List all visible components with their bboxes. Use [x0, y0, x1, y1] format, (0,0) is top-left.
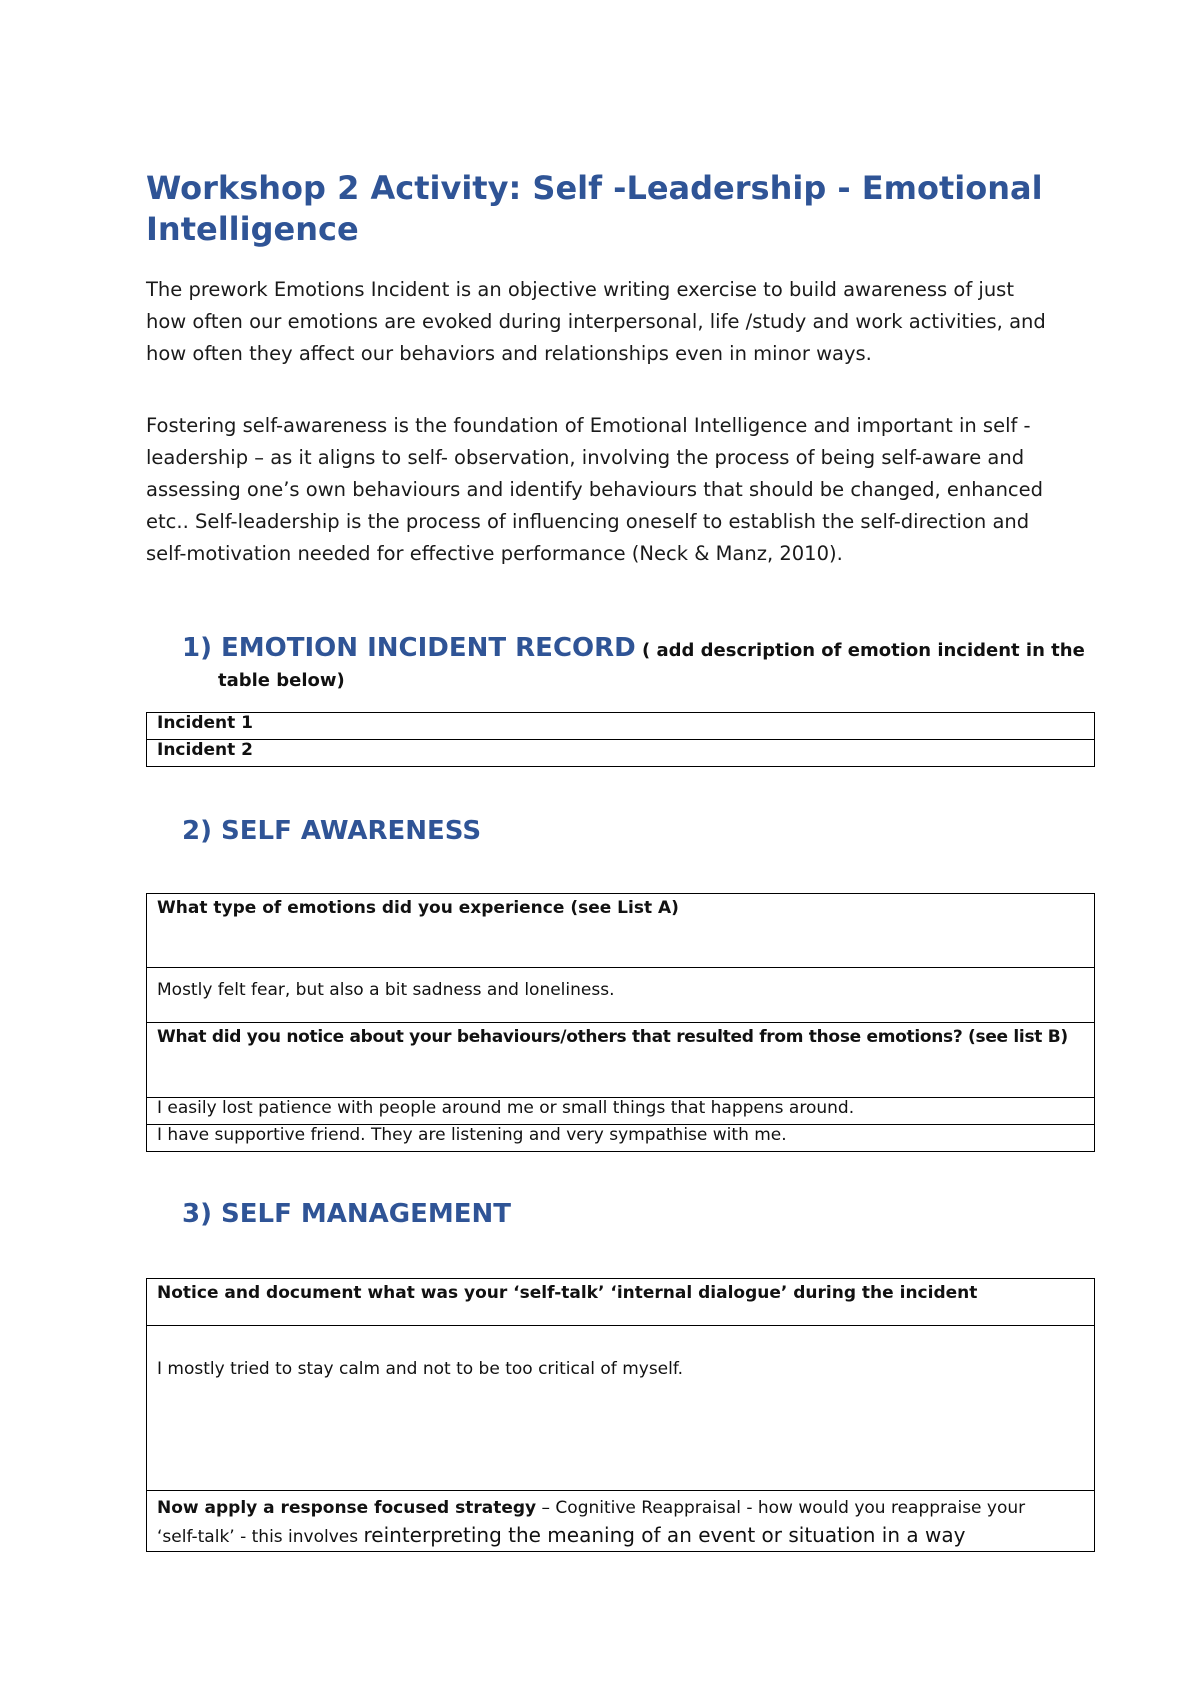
- self-management-table: [146, 1278, 1095, 1552]
- answer-behaviours-2[interactable]: I have supportive friend. They are listening and very sympathise with me.: [147, 1125, 1095, 1152]
- question-self-talk: Notice and document what was your ‘self-talk’ ‘internal dialogue’ during the incident: [147, 1279, 1095, 1326]
- intro-line: The prework Emotions Incident is an objective writing exercise to build awareness of just: [146, 278, 1014, 301]
- reappraisal-line2a: ‘self-talk’ - this involves: [157, 1527, 364, 1547]
- answer-emotions[interactable]: Mostly felt fear, but also a bit sadness and loneliness.: [147, 968, 1095, 1023]
- title-line-2: Intelligence: [146, 210, 359, 248]
- answer-self-talk[interactable]: I mostly tried to stay calm and not to be too critical of myself.: [147, 1326, 1095, 1491]
- table-row: [147, 968, 1095, 1023]
- fostering-line: self-motivation needed for effective performance (Neck & Manz, 2010).: [146, 542, 843, 565]
- section1-note-line2: table below): [218, 670, 345, 691]
- table-row: [147, 1491, 1095, 1552]
- table-row: [147, 1023, 1095, 1098]
- answer-behaviours-1[interactable]: I easily lost patience with people around me or small things that happens around.: [147, 1098, 1095, 1125]
- fostering-line: Fostering self-awareness is the foundation of Emotional Intelligence and important in self -: [146, 414, 1031, 437]
- incident-2-cell[interactable]: Incident 2: [147, 740, 1095, 767]
- table-row: [147, 740, 1095, 767]
- title-line-1: Workshop 2 Activity: Self -Leadership - Emotional: [146, 169, 1043, 207]
- question-emotions: What type of emotions did you experience (see List A): [147, 894, 1095, 968]
- table-row: [147, 713, 1095, 740]
- reappraisal-rest: – Cognitive Reappraisal - how would you reappraise your: [536, 1498, 1026, 1518]
- question-behaviours: What did you notice about your behaviours/others that resulted from those emotions? (see list B): [147, 1023, 1095, 1098]
- table-row: [147, 1098, 1095, 1125]
- intro-paragraph: [146, 274, 1076, 370]
- intro-line: how often they affect our behaviors and relationships even in minor ways.: [146, 342, 872, 365]
- fostering-line: etc.. Self-leadership is the process of influencing oneself to establish the self-direction and: [146, 510, 1030, 533]
- incident-table: [146, 712, 1095, 767]
- table-row: [147, 1326, 1095, 1491]
- section1-heading-text: 1) EMOTION INCIDENT RECORD: [182, 633, 636, 663]
- table-row: [147, 1125, 1095, 1152]
- table-row: [147, 894, 1095, 968]
- fostering-line: leadership – as it aligns to self- observation, involving the process of being self-aware and: [146, 446, 1025, 469]
- page-title: [146, 168, 1096, 250]
- incident-1-cell[interactable]: Incident 1: [147, 713, 1095, 740]
- section2-heading: 2) SELF AWARENESS: [182, 816, 482, 846]
- section3-heading: 3) SELF MANAGEMENT: [182, 1199, 511, 1229]
- fostering-paragraph: [146, 410, 1076, 570]
- intro-line: how often our emotions are evoked during interpersonal, life /study and work activities, and: [146, 310, 1046, 333]
- section1-note: ( add description of emotion incident in the: [635, 640, 1085, 661]
- reappraisal-line2b: reinterpreting the meaning of an event or situation in a way: [363, 1523, 966, 1547]
- fostering-line: assessing one’s own behaviours and identify behaviours that should be changed, enhanced: [146, 478, 1044, 501]
- question-reappraisal: [147, 1491, 1095, 1552]
- section1-heading: [182, 633, 1085, 666]
- self-awareness-table: [146, 893, 1095, 1152]
- table-row: [147, 1279, 1095, 1326]
- reappraisal-bold: Now apply a response focused strategy: [157, 1498, 537, 1518]
